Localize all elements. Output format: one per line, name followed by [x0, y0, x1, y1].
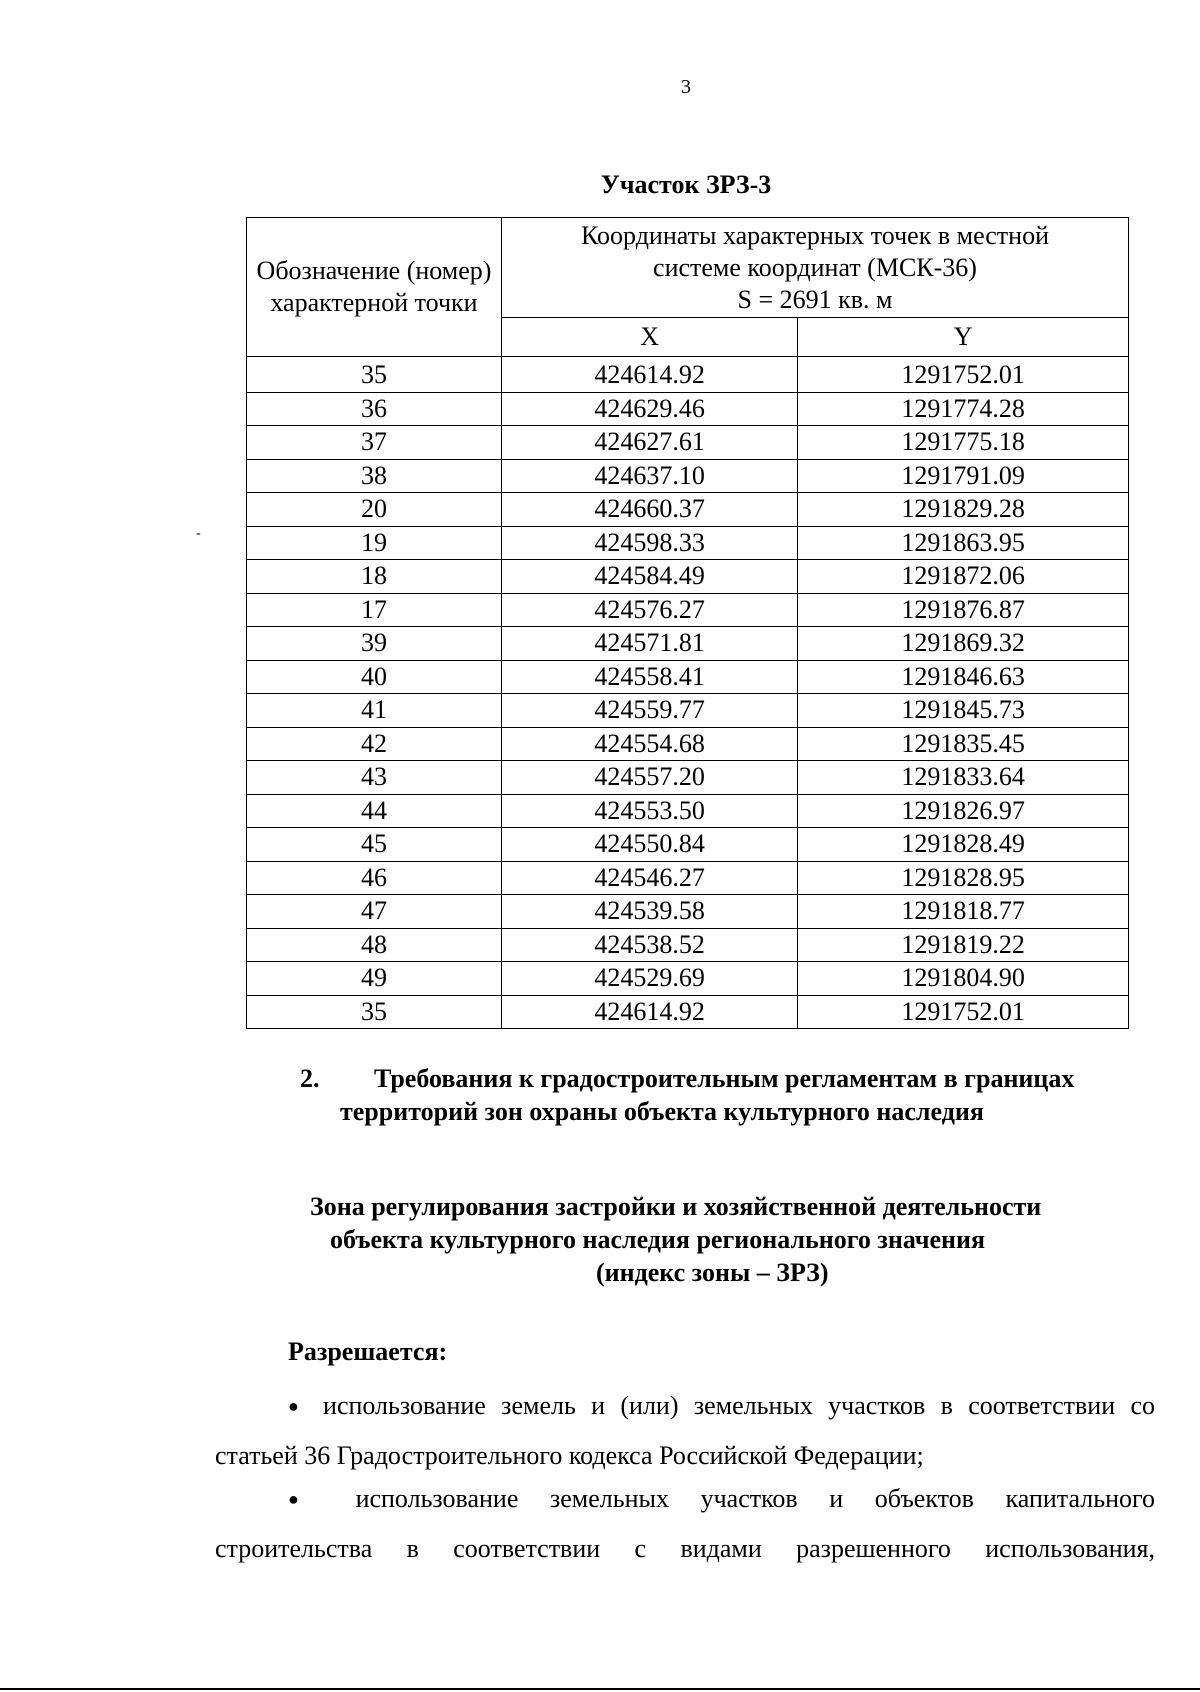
zone-title-line2: объекта культурного наследия регионального значения — [330, 1225, 986, 1254]
point-number-cell: 35 — [247, 995, 502, 1029]
table-row — [247, 560, 1129, 594]
x-coordinate-cell: 424571.81 — [502, 627, 798, 661]
x-header: X — [502, 318, 798, 357]
x-coordinate-cell: 424553.50 — [502, 794, 798, 828]
section2-heading-line2: территорий зон охраны объекта культурного наследия — [340, 1097, 984, 1126]
paragraph2-line1: использование земельных участков и объектов капитального — [355, 1484, 1156, 1513]
coordinates-table — [246, 217, 1129, 1029]
section2-heading-line1: Требования к градостроительным регламентам в границах — [374, 1064, 1075, 1093]
point-number-cell: 19 — [247, 526, 502, 560]
x-coordinate-cell: 424538.52 — [502, 928, 798, 962]
point-number-cell: 42 — [247, 727, 502, 761]
x-coordinate-cell: 424598.33 — [502, 526, 798, 560]
y-coordinate-cell: 1291828.95 — [798, 861, 1129, 895]
section-title: Участок ЗРЗ-3 — [600, 170, 772, 199]
point-number-cell: 47 — [247, 895, 502, 929]
y-coordinate-cell: 1291791.09 — [798, 459, 1129, 493]
x-coordinate-cell: 424629.46 — [502, 392, 798, 426]
x-coordinate-cell: 424584.49 — [502, 560, 798, 594]
x-coordinate-cell: 424558.41 — [502, 660, 798, 694]
y-header: Y — [798, 318, 1129, 357]
y-coordinate-cell: 1291826.97 — [798, 794, 1129, 828]
y-coordinate-cell: 1291828.49 — [798, 828, 1129, 862]
table-row — [247, 593, 1129, 627]
table-row — [247, 357, 1129, 393]
y-coordinate-cell: 1291863.95 — [798, 526, 1129, 560]
x-coordinate-cell: 424539.58 — [502, 895, 798, 929]
x-coordinate-cell: 424627.61 — [502, 426, 798, 460]
bottom-rule — [0, 1688, 1200, 1690]
point-number-cell: 44 — [247, 794, 502, 828]
point-number-cell: 49 — [247, 962, 502, 996]
point-number-cell: 40 — [247, 660, 502, 694]
x-coordinate-cell: 424614.92 — [502, 357, 798, 393]
point-number-cell: 45 — [247, 828, 502, 862]
x-coordinate-cell: 424550.84 — [502, 828, 798, 862]
table-row — [247, 828, 1129, 862]
x-coordinate-cell: 424529.69 — [502, 962, 798, 996]
allowed-label: Разрешается: — [288, 1337, 448, 1366]
x-coordinate-cell: 424546.27 — [502, 861, 798, 895]
table-row — [247, 526, 1129, 560]
area-label: S = 2691 кв. м — [737, 285, 893, 314]
point-header: Обозначение (номер) характерной точки — [247, 218, 502, 357]
x-coordinate-cell: 424576.27 — [502, 593, 798, 627]
point-number-cell: 35 — [247, 357, 502, 393]
bullet-icon: ● — [288, 1396, 308, 1416]
point-number-cell: 37 — [247, 426, 502, 460]
coordinates-table-body — [247, 357, 1129, 1029]
coordinates-header-line2: системе координат (МСК-36) — [653, 253, 977, 282]
paragraph-capital-construction — [215, 1475, 1155, 1573]
y-coordinate-cell: 1291775.18 — [798, 426, 1129, 460]
x-coordinate-cell: 424614.92 — [502, 995, 798, 1029]
x-coordinate-cell: 424637.10 — [502, 459, 798, 493]
y-coordinate-cell: 1291845.73 — [798, 694, 1129, 728]
point-number-cell: 48 — [247, 928, 502, 962]
x-coordinate-cell: 424557.20 — [502, 761, 798, 795]
table-row — [247, 392, 1129, 426]
y-coordinate-cell: 1291752.01 — [798, 995, 1129, 1029]
table-row — [247, 928, 1129, 962]
coordinates-header-line1: Координаты характерных точек в местной — [580, 221, 1049, 250]
point-number-cell: 17 — [247, 593, 502, 627]
y-coordinate-cell: 1291846.63 — [798, 660, 1129, 694]
table-row — [247, 459, 1129, 493]
zone-index: (индекс зоны – ЗРЗ) — [596, 1258, 829, 1287]
y-coordinate-cell: 1291833.64 — [798, 761, 1129, 795]
page-number: 3 — [681, 76, 691, 98]
point-number-cell: 43 — [247, 761, 502, 795]
y-coordinate-cell: 1291804.90 — [798, 962, 1129, 996]
table-row — [247, 861, 1129, 895]
zone-title-line1: Зона регулирования застройки и хозяйственной деятельности — [310, 1192, 1042, 1221]
y-coordinate-cell: 1291835.45 — [798, 727, 1129, 761]
table-row — [247, 995, 1129, 1029]
section2-number: 2. — [300, 1064, 320, 1093]
point-number-cell: 18 — [247, 560, 502, 594]
y-coordinate-cell: 1291774.28 — [798, 392, 1129, 426]
point-number-cell: 41 — [247, 694, 502, 728]
table-row — [247, 426, 1129, 460]
point-number-cell: 46 — [247, 861, 502, 895]
table-row — [247, 493, 1129, 527]
x-coordinate-cell: 424554.68 — [502, 727, 798, 761]
y-coordinate-cell: 1291819.22 — [798, 928, 1129, 962]
paragraph-land-use — [215, 1382, 1155, 1480]
y-coordinate-cell: 1291829.28 — [798, 493, 1129, 527]
y-coordinate-cell: 1291869.32 — [798, 627, 1129, 661]
point-number-cell: 38 — [247, 459, 502, 493]
x-coordinate-cell: 424559.77 — [502, 694, 798, 728]
table-row — [247, 895, 1129, 929]
point-number-cell: 39 — [247, 627, 502, 661]
table-row — [247, 962, 1129, 996]
point-number-cell: 20 — [247, 493, 502, 527]
paragraph2-line2: строительства в соответствии с видами разрешенного использования, — [215, 1534, 1155, 1563]
coordinates-header — [502, 218, 1129, 318]
bullet-icon: ● — [288, 1489, 324, 1509]
scan-artifact-dash: - — [196, 526, 201, 541]
section2-heading — [300, 1062, 1160, 1128]
table-row — [247, 660, 1129, 694]
table-row — [247, 694, 1129, 728]
paragraph1-line1: использование земель и (или) земельных участков в соответствии со — [323, 1391, 1155, 1420]
x-coordinate-cell: 424660.37 — [502, 493, 798, 527]
point-number-cell: 36 — [247, 392, 502, 426]
y-coordinate-cell: 1291872.06 — [798, 560, 1129, 594]
zone-title — [310, 1190, 1170, 1289]
paragraph1-line2: статьей 36 Градостроительного кодекса Российской Федерации; — [215, 1441, 924, 1470]
table-row — [247, 727, 1129, 761]
table-row — [247, 627, 1129, 661]
y-coordinate-cell: 1291818.77 — [798, 895, 1129, 929]
table-row — [247, 761, 1129, 795]
y-coordinate-cell: 1291752.01 — [798, 357, 1129, 393]
table-row — [247, 794, 1129, 828]
y-coordinate-cell: 1291876.87 — [798, 593, 1129, 627]
